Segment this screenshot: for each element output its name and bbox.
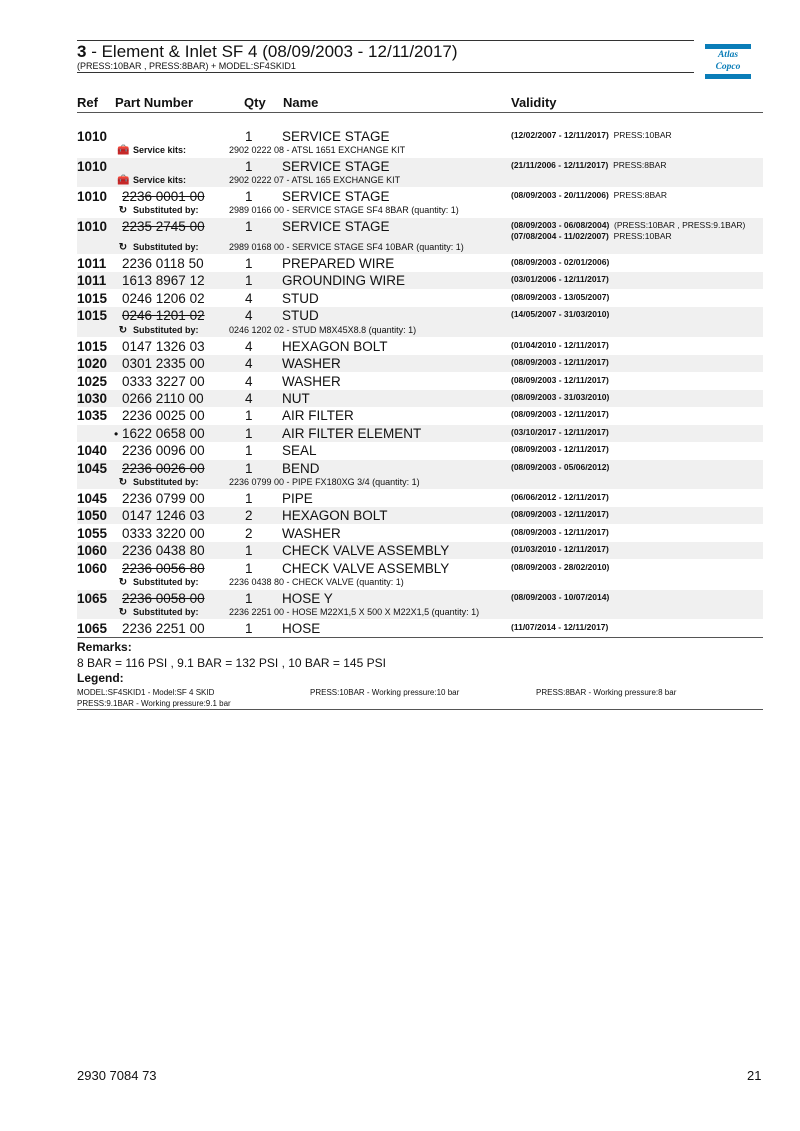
- row-qty: 1: [245, 561, 253, 576]
- col-header-name: Name: [283, 95, 319, 110]
- validity-condition: (PRESS:10BAR , PRESS:9.1BAR): [614, 220, 746, 230]
- validity-dates: (03/10/2017 - 12/11/2017): [511, 427, 609, 437]
- row-ref: 1015: [77, 339, 108, 354]
- table-row: [77, 373, 763, 390]
- table-row: [77, 490, 763, 507]
- row-validity: [511, 444, 611, 454]
- row-part-number: 0147 1326 03: [122, 339, 205, 354]
- row-name: CHECK VALVE ASSEMBLY: [282, 561, 450, 576]
- row-validity: [511, 544, 611, 554]
- validity-dates: (12/02/2007 - 12/11/2017): [511, 130, 609, 140]
- table-row: [77, 255, 763, 272]
- remarks-heading: Remarks:: [77, 640, 132, 654]
- legend-item: PRESS:10BAR - Working pressure:10 bar: [310, 688, 460, 697]
- row-part-number: 0333 3220 00: [122, 526, 205, 541]
- row-validity: [511, 409, 611, 419]
- logo-text: Atlas Copco: [715, 50, 741, 72]
- bullet-icon: •: [114, 427, 119, 441]
- table-row: [77, 620, 763, 637]
- table-row: [77, 560, 763, 589]
- validity-dates: (03/01/2006 - 12/11/2017): [511, 274, 609, 284]
- row-ref: 1030: [77, 391, 108, 406]
- page-number: 21: [747, 1068, 762, 1083]
- row-ref: 1010: [77, 189, 108, 204]
- row-sub-label: 🧰 Service kits:: [117, 145, 187, 156]
- row-part-number: 2236 0438 80: [122, 543, 205, 558]
- substitute-icon: ↻: [118, 577, 128, 588]
- row-name: HEXAGON BOLT: [282, 339, 388, 354]
- row-name: SERVICE STAGE: [282, 219, 390, 234]
- table-row: [77, 307, 763, 337]
- row-qty: 1: [245, 129, 253, 144]
- row-name: SERVICE STAGE: [282, 129, 390, 144]
- row-name: PIPE: [282, 491, 313, 506]
- validity-dates: (08/09/2003 - 12/11/2017): [511, 509, 609, 519]
- validity-condition: PRESS:8BAR: [613, 160, 667, 170]
- atlas-copco-logo: [705, 43, 751, 72]
- row-validity: [511, 340, 611, 350]
- page-subtitle: (PRESS:10BAR , PRESS:8BAR) + MODEL:SF4SKID1: [77, 61, 296, 71]
- row-name: STUD: [282, 291, 319, 306]
- validity-dates: (08/09/2003 - 12/11/2017): [511, 444, 609, 454]
- header-top-rule: [77, 40, 694, 41]
- row-validity: [511, 257, 612, 267]
- legend-item: PRESS:9.1BAR - Working pressure:9.1 bar: [77, 699, 231, 708]
- row-validity: [511, 592, 612, 602]
- row-part-number: 0333 3227 00: [122, 374, 205, 389]
- row-validity: [511, 527, 611, 537]
- validity-dates: (07/08/2004 - 11/02/2007): [511, 231, 609, 241]
- validity-dates: (08/09/2003 - 06/08/2004): [511, 220, 610, 230]
- row-ref: 1055: [77, 526, 108, 541]
- row-qty: 1: [245, 443, 253, 458]
- title-number: 3: [77, 42, 87, 61]
- row-name: SEAL: [282, 443, 317, 458]
- validity-dates: (08/09/2003 - 12/11/2017): [511, 357, 609, 367]
- page-title: [77, 42, 458, 62]
- row-qty: 1: [245, 461, 253, 476]
- row-validity: [511, 220, 745, 230]
- row-qty: 1: [245, 591, 253, 606]
- substitute-icon: ↻: [118, 477, 128, 488]
- row-ref: 1035: [77, 408, 108, 423]
- validity-condition: PRESS:10BAR: [613, 231, 672, 241]
- row-qty: 2: [245, 508, 253, 523]
- row-qty: 4: [245, 291, 253, 306]
- row-sub-text: 2236 2251 00 - HOSE M22X1,5 X 500 X M22X1,5 (quantity: 1): [229, 607, 480, 617]
- row-validity: [511, 292, 612, 302]
- table-row: [77, 338, 763, 355]
- header-bottom-rule: [77, 72, 694, 73]
- row-qty: 4: [245, 391, 253, 406]
- row-sub-label: ↻ Substituted by:: [118, 205, 199, 216]
- row-sub-label: ↻ Substituted by:: [118, 577, 199, 588]
- row-name: HEXAGON BOLT: [282, 508, 388, 523]
- row-ref: 1060: [77, 561, 108, 576]
- row-validity: [511, 622, 611, 632]
- row-qty: 4: [245, 356, 253, 371]
- table-end-rule: [77, 637, 763, 638]
- table-row: [77, 525, 763, 542]
- row-validity: [511, 160, 667, 170]
- row-part-number: 0246 1201 02: [122, 308, 205, 323]
- validity-condition: PRESS:10BAR: [613, 130, 672, 140]
- row-part-number: 2236 0118 50: [122, 256, 204, 271]
- row-name: HOSE Y: [282, 591, 333, 606]
- row-part-number: 0147 1246 03: [122, 508, 205, 523]
- row-qty: 4: [245, 339, 253, 354]
- validity-dates: (08/09/2003 - 12/11/2017): [511, 409, 609, 419]
- substitute-icon: ↻: [118, 205, 128, 216]
- row-qty: 1: [245, 273, 253, 288]
- legend-item: MODEL:SF4SKID1 - Model:SF 4 SKID: [77, 688, 215, 697]
- row-sub-label: 🧰 Service kits:: [117, 175, 187, 186]
- row-name: WASHER: [282, 356, 341, 371]
- validity-dates: (11/07/2014 - 12/11/2017): [511, 622, 609, 632]
- validity-dates: (08/09/2003 - 10/07/2014): [511, 592, 610, 602]
- table-row: [77, 390, 763, 407]
- row-part-number: 1622 0658 00: [122, 426, 205, 441]
- row-validity: [511, 130, 672, 140]
- row-part-number: 0301 2335 00: [122, 356, 205, 371]
- legend-rule: [77, 709, 763, 710]
- document-number: 2930 7084 73: [77, 1068, 157, 1083]
- table-row: [77, 590, 763, 619]
- table-row: [77, 460, 763, 489]
- row-ref: 1010: [77, 219, 108, 234]
- row-part-number: 2236 0799 00: [122, 491, 205, 506]
- row-validity: [511, 427, 611, 437]
- table-row: [77, 158, 763, 187]
- row-sub-text: 0246 1202 02 - STUD M8X45X8.8 (quantity: 1): [229, 325, 417, 335]
- col-header-ref: Ref: [77, 95, 98, 110]
- table-row: [77, 425, 763, 442]
- row-sub-text: 2236 0438 80 - CHECK VALVE (quantity: 1): [229, 577, 404, 587]
- validity-dates: (06/06/2012 - 12/11/2017): [511, 492, 609, 502]
- row-part-number: 2236 0056 80: [122, 561, 205, 576]
- row-part-number: 0266 2110 00: [122, 391, 204, 406]
- row-ref: 1060: [77, 543, 108, 558]
- col-header-part-number: Part Number: [115, 95, 194, 110]
- substitute-icon: ↻: [118, 242, 128, 253]
- validity-dates: (08/09/2003 - 02/01/2006): [511, 257, 610, 267]
- row-validity: [511, 392, 612, 402]
- row-qty: 1: [245, 621, 253, 636]
- row-qty: 1: [245, 256, 253, 271]
- row-part-number: 2236 2251 00: [122, 621, 205, 636]
- row-validity: [511, 375, 611, 385]
- row-qty: 1: [245, 426, 253, 441]
- row-validity: [511, 190, 667, 200]
- header-rule: [77, 112, 763, 113]
- row-qty: 4: [245, 374, 253, 389]
- table-row: [77, 355, 763, 372]
- validity-dates: (08/09/2003 - 28/02/2010): [511, 562, 610, 572]
- row-sub-label: ↻ Substituted by:: [118, 477, 199, 488]
- row-sub-text: 2902 0222 08 - ATSL 1651 EXCHANGE KIT: [229, 145, 406, 155]
- row-validity: [511, 509, 611, 519]
- title-text: - Element & Inlet SF 4 (08/09/2003 - 12/11/2017): [86, 42, 458, 61]
- row-part-number: 2236 0058 00: [122, 591, 205, 606]
- row-name: HOSE: [282, 621, 321, 636]
- validity-dates: (08/09/2003 - 20/11/2006): [511, 190, 609, 200]
- row-ref: 1010: [77, 159, 108, 174]
- row-validity-2: [511, 231, 672, 241]
- row-ref: 1015: [77, 308, 108, 323]
- table-row: [77, 272, 763, 289]
- row-validity: [511, 492, 611, 502]
- substitute-icon: ↻: [118, 325, 128, 336]
- row-name: STUD: [282, 308, 319, 323]
- row-validity: [511, 562, 612, 572]
- validity-dates: (21/11/2006 - 12/11/2017): [511, 160, 609, 170]
- row-name: NUT: [282, 391, 310, 406]
- toolbox-icon: 🧰: [117, 175, 130, 186]
- row-sub-text: 2236 0799 00 - PIPE FX180XG 3/4 (quantity: 1): [229, 477, 420, 487]
- row-ref: 1020: [77, 356, 108, 371]
- row-qty: 1: [245, 408, 253, 423]
- toolbox-icon: 🧰: [117, 145, 130, 156]
- row-qty: 1: [245, 543, 253, 558]
- table-row: [77, 290, 763, 307]
- legend-item: PRESS:8BAR - Working pressure:8 bar: [536, 688, 677, 697]
- row-validity: [511, 462, 612, 472]
- row-validity: [511, 357, 611, 367]
- row-ref: 1050: [77, 508, 108, 523]
- table-row: [77, 218, 763, 254]
- validity-dates: (08/09/2003 - 31/03/2010): [511, 392, 610, 402]
- row-ref: 1010: [77, 129, 108, 144]
- row-name: PREPARED WIRE: [282, 256, 395, 271]
- row-ref: 1011: [77, 256, 107, 271]
- table-row: [77, 542, 763, 559]
- row-name: SERVICE STAGE: [282, 189, 390, 204]
- validity-condition: PRESS:8BAR: [613, 190, 667, 200]
- row-sub-text: 2989 0168 00 - SERVICE STAGE SF4 10BAR (quantity: 1): [229, 242, 464, 252]
- row-sub-label: ↻ Substituted by:: [118, 242, 199, 253]
- col-header-qty: Qty: [244, 95, 266, 110]
- row-name: AIR FILTER ELEMENT: [282, 426, 422, 441]
- row-ref: 1045: [77, 461, 108, 476]
- validity-dates: (14/05/2007 - 31/03/2010): [511, 309, 610, 319]
- row-name: GROUNDING WIRE: [282, 273, 405, 288]
- row-ref: 1045: [77, 491, 108, 506]
- row-part-number: 2236 0025 00: [122, 408, 205, 423]
- row-sub-text: 2989 0166 00 - SERVICE STAGE SF4 8BAR (quantity: 1): [229, 205, 459, 215]
- table-row: [77, 507, 763, 524]
- remarks-text: 8 BAR = 116 PSI , 9.1 BAR = 132 PSI , 10 BAR = 145 PSI: [77, 656, 386, 670]
- row-part-number: 1613 8967 12: [122, 273, 205, 288]
- row-validity: [511, 309, 612, 319]
- row-ref: 1065: [77, 621, 108, 636]
- table-row: [77, 128, 763, 157]
- row-sub-text: 2902 0222 07 - ATSL 165 EXCHANGE KIT: [229, 175, 401, 185]
- substitute-icon: ↻: [118, 607, 128, 618]
- table-row: [77, 188, 763, 217]
- row-ref: 1015: [77, 291, 108, 306]
- row-part-number: 2236 0096 00: [122, 443, 205, 458]
- table-row: [77, 442, 763, 459]
- row-ref: 1025: [77, 374, 108, 389]
- row-name: WASHER: [282, 526, 341, 541]
- row-part-number: 2236 0026 00: [122, 461, 205, 476]
- row-sub-label: ↻ Substituted by:: [118, 607, 199, 618]
- validity-dates: (08/09/2003 - 13/05/2007): [511, 292, 610, 302]
- row-part-number: 2236 0001 00: [122, 189, 205, 204]
- row-validity: [511, 274, 611, 284]
- validity-dates: (01/04/2010 - 12/11/2017): [511, 340, 609, 350]
- validity-dates: (08/09/2003 - 12/11/2017): [511, 375, 609, 385]
- validity-dates: (08/09/2003 - 12/11/2017): [511, 527, 609, 537]
- validity-dates: (01/03/2010 - 12/11/2017): [511, 544, 609, 554]
- row-qty: 1: [245, 219, 253, 234]
- row-ref: 1040: [77, 443, 108, 458]
- row-name: BEND: [282, 461, 320, 476]
- validity-dates: (08/09/2003 - 05/06/2012): [511, 462, 610, 472]
- row-sub-label: ↻ Substituted by:: [118, 325, 199, 336]
- row-qty: 1: [245, 491, 253, 506]
- row-part-number: 2235 2745 00: [122, 219, 205, 234]
- row-qty: 1: [245, 159, 253, 174]
- row-name: AIR FILTER: [282, 408, 354, 423]
- col-header-validity: Validity: [511, 95, 557, 110]
- legend-heading: Legend:: [77, 671, 124, 685]
- row-name: CHECK VALVE ASSEMBLY: [282, 543, 450, 558]
- row-ref: 1011: [77, 273, 107, 288]
- row-qty: 1: [245, 189, 253, 204]
- row-qty: 2: [245, 526, 253, 541]
- row-name: SERVICE STAGE: [282, 159, 390, 174]
- row-ref: 1065: [77, 591, 108, 606]
- row-part-number: 0246 1206 02: [122, 291, 205, 306]
- table-row: [77, 407, 763, 424]
- row-qty: 4: [245, 308, 253, 323]
- row-name: WASHER: [282, 374, 341, 389]
